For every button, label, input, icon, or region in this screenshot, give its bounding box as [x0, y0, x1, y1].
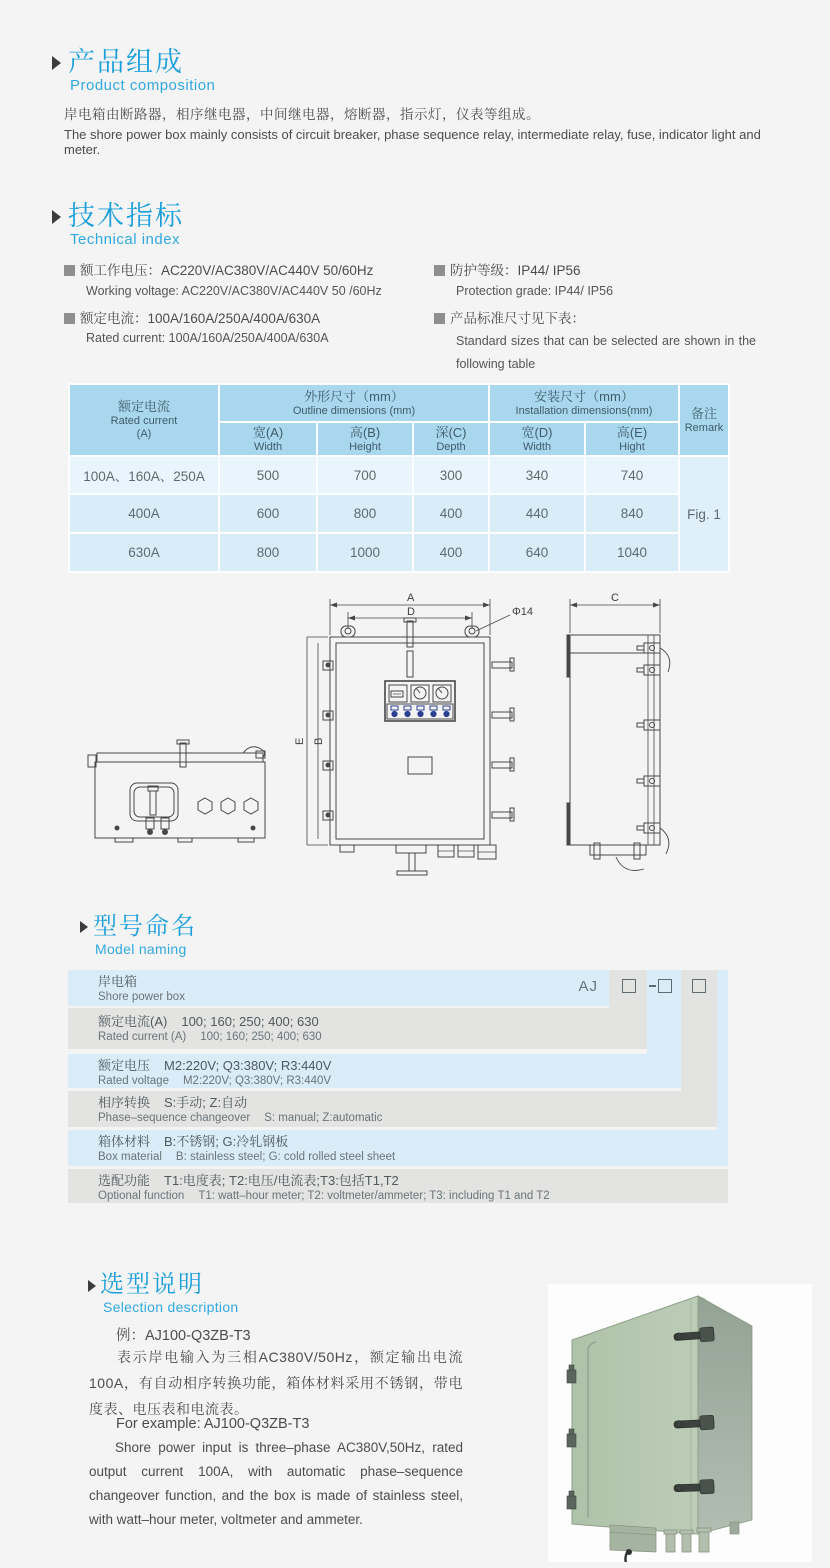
cell-value: 840	[585, 494, 679, 533]
dim-label-b: B	[313, 737, 325, 745]
cell-value: 300	[413, 456, 489, 494]
cell-current: 630A	[69, 533, 219, 572]
cell-value: 1040	[585, 533, 679, 572]
section-subtitle-selection-description: Selection description	[103, 1299, 239, 1315]
section-subtitle-product-composition: Product composition	[70, 77, 216, 94]
cell-value: 740	[585, 456, 679, 494]
spec-rated-current-zh: 额定电流：100A/160A/250A/400A/630A	[64, 307, 320, 327]
spec-rated-current-en: Rated current: 100A/160A/250A/400A/630A	[86, 331, 329, 345]
cell-value: 640	[489, 533, 585, 572]
composition-text-zh: 岸电箱由断路器，相序继电器，中间继电器，熔断器，指示灯，仪表等组成。	[64, 107, 540, 122]
subcol-height-b: 高(B) Height	[317, 422, 413, 456]
section-title-selection-description: 选型说明	[100, 1271, 204, 1298]
cell-value: 800	[219, 533, 317, 572]
square-bullet-icon	[434, 265, 445, 276]
section-title-model-naming: 型号命名	[93, 913, 197, 940]
dim-label-d: D	[407, 606, 415, 618]
col-header-rated-current: 额定电流 Rated current (A)	[69, 384, 219, 456]
model-row-shore-power-box: 岸电箱 Shore power box	[68, 970, 609, 1006]
model-code-box-icon	[692, 979, 706, 993]
dimensions-table	[68, 383, 730, 573]
model-code-prefix: AJ	[578, 978, 598, 995]
section-subtitle-model-naming: Model naming	[95, 941, 187, 957]
section-title-product-composition: 产品组成	[68, 47, 184, 77]
cell-remark: Fig. 1	[679, 456, 729, 572]
cell-current: 400A	[69, 494, 219, 533]
product-photo-shore-power-box	[548, 1284, 812, 1562]
model-row-optional-function: 选配功能 T1:电度表; T2:电压/电流表;T3:包括T1,T2 Optional function T1: watt–hour meter; T2: voltmeter/ammeter; T3: including T1 and T2	[68, 1169, 728, 1203]
spec-protection-grade-zh: 防护等级：IP44/ IP56	[434, 259, 581, 279]
model-naming-diagram	[68, 970, 728, 1205]
subcol-width-d: 宽(D) Width	[489, 422, 585, 456]
cell-value: 700	[317, 456, 413, 494]
cell-value: 440	[489, 494, 585, 533]
section-bullet-icon	[52, 56, 61, 70]
subcol-width-a: 宽(A) Width	[219, 422, 317, 456]
section-title-technical-index: 技术指标	[68, 201, 184, 231]
subcol-hight-e: 高(E) Hight	[585, 422, 679, 456]
table-row	[69, 533, 729, 572]
col-header-outline-dimensions: 外形尺寸（mm） Outline dimensions (mm)	[219, 384, 489, 422]
col-header-installation-dimensions: 安装尺寸（mm） Installation dimensions(mm)	[489, 384, 679, 422]
spec-working-voltage-zh: 额工作电压：AC220V/AC380V/AC440V 50/60Hz	[64, 259, 373, 279]
composition-text-en: The shore power box mainly consists of circuit breaker, phase sequence relay, intermediate relay, fuse, indicator light and meter.	[64, 127, 761, 157]
dim-label-c: C	[611, 592, 619, 604]
col-header-remark: 备注 Remark	[679, 384, 729, 456]
selection-example-en: For example: AJ100-Q3ZB-T3	[116, 1416, 310, 1432]
cell-value: 1000	[317, 533, 413, 572]
square-bullet-icon	[434, 313, 445, 324]
model-code-box-icon	[622, 979, 636, 993]
selection-example-zh: 例：AJ100-Q3ZB-T3	[116, 1328, 251, 1344]
spec-standard-sizes-zh: 产品标准尺寸见下表：	[434, 307, 585, 327]
cell-value: 400	[413, 494, 489, 533]
dim-label-a: A	[407, 592, 415, 604]
section-bullet-icon	[80, 921, 88, 933]
spec-working-voltage-en: Working voltage: AC220V/AC380V/AC440V 50 /60Hz	[86, 284, 382, 298]
cell-value: 600	[219, 494, 317, 533]
spec-standard-sizes-en: Standard sizes that can be selected are shown in the following table	[456, 334, 756, 371]
subcol-depth-c: 深(C) Depth	[413, 422, 489, 456]
section-bullet-icon	[52, 210, 61, 224]
square-bullet-icon	[64, 313, 75, 324]
model-row-phase-sequence: 相序转换 S:手动; Z:自动 Phase–sequence changeover S: manual; Z:automatic	[68, 1091, 717, 1127]
model-code-dash-icon	[649, 985, 656, 987]
square-bullet-icon	[64, 265, 75, 276]
cell-current: 100A、160A、250A	[69, 456, 219, 494]
dim-label-phi: Φ14	[512, 606, 534, 618]
cell-value: 500	[219, 456, 317, 494]
model-row-rated-current: 额定电流(A) 100; 160; 250; 400; 630 Rated current (A) 100; 160; 250; 400; 630	[68, 1008, 647, 1049]
section-bullet-icon	[88, 1280, 96, 1292]
selection-body-zh: 表示岸电输入为三相AC380V/50Hz，额定输出电流100A，有自动相序转换功能，箱体材料采用不锈钢，带电度表、电压表和电流表。	[89, 1349, 463, 1417]
selection-body-en: Shore power input is three–phase AC380V,50Hz, rated output current 100A, with automatic phase–sequence changeover function, and the box is made of stainless steel, with watt–hour meter, voltmeter and ammeter.	[89, 1440, 463, 1527]
model-row-box-material: 箱体材料 B:不锈钢; G:冷轧钢板 Box material B: stainless steel; G: cold rolled steel sheet	[68, 1130, 728, 1166]
model-code-box-icon	[658, 979, 672, 993]
technical-drawing	[60, 585, 770, 885]
cell-value: 400	[413, 533, 489, 572]
spec-protection-grade-en: Protection grade: IP44/ IP56	[456, 284, 614, 298]
cell-value: 340	[489, 456, 585, 494]
dim-label-e: E	[294, 737, 306, 745]
model-row-rated-voltage: 额定电压 M2:220V; Q3:380V; R3:440V Rated voltage M2:220V; Q3:380V; R3:440V	[68, 1054, 681, 1088]
cell-value: 800	[317, 494, 413, 533]
section-subtitle-technical-index: Technical index	[70, 231, 181, 248]
table-row	[69, 456, 729, 494]
table-row	[69, 494, 729, 533]
